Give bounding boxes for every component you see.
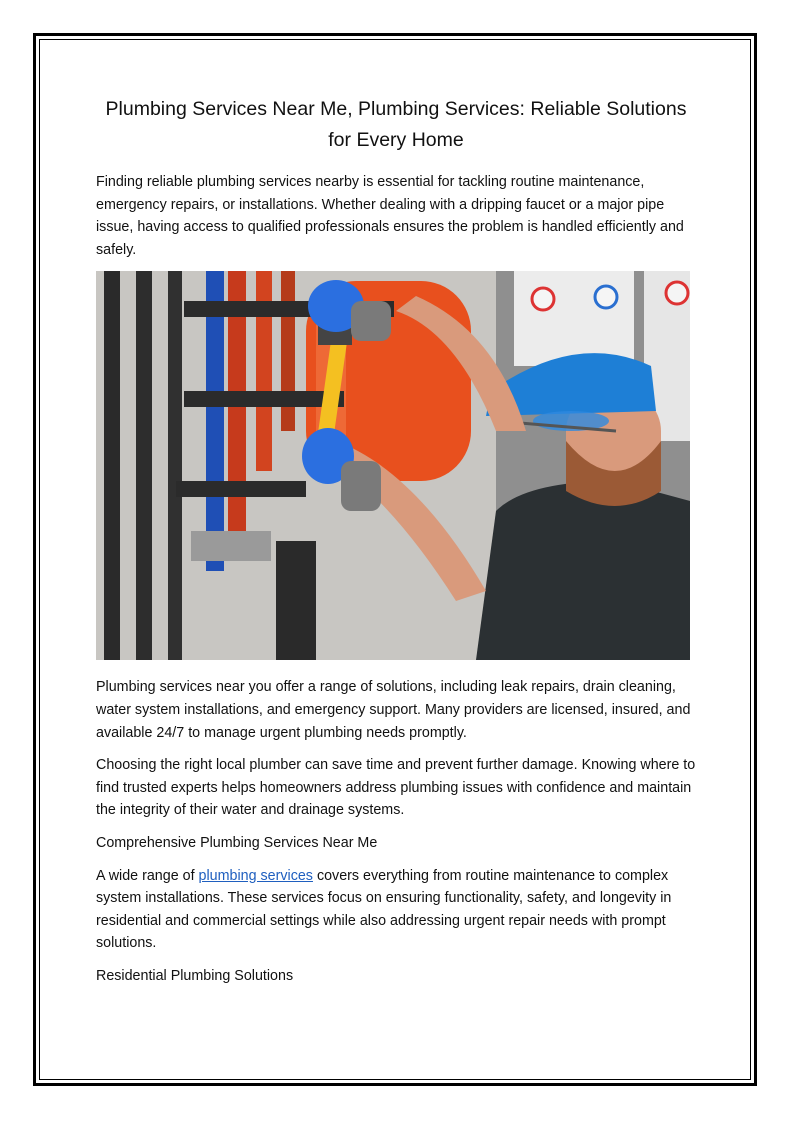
choosing-plumber-paragraph: Choosing the right local plumber can save time and prevent further damage. Knowing where to find trusted experts helps homeowners address plumbing issues with confidence and maintain the integrity of their water and drainage systems. bbox=[96, 757, 696, 819]
services-paragraph: Plumbing services near you offer a range of solutions, including leak repairs, drain cleaning, water system installations, and emergency support. Many providers are licensed, insured, and available 24/7 to manage urgent plumbing needs promptly. bbox=[96, 679, 691, 741]
intro-paragraph: Finding reliable plumbing services nearby is essential for tackling routine maintenance, emergency repairs, or installations. Whether dealing with a dripping faucet or a major pipe issue, having access to qualified professionals ensures the problem is handled efficiently and safely. bbox=[96, 174, 684, 258]
section-heading-residential: Residential Plumbing Solutions bbox=[96, 967, 294, 984]
plumber-photo bbox=[96, 271, 690, 660]
document-body bbox=[96, 94, 696, 998]
range-text-after: covers everything from routine maintenance to complex system installations. These services focus on ensuring functionality, safety, and longevity in residential and commercial settings while also addressing urgent repair needs with prompt solutions. bbox=[96, 867, 672, 952]
range-paragraph bbox=[96, 865, 696, 955]
document-title: Plumbing Services Near Me, Plumbing Services: Reliable Solutions for Every Home bbox=[105, 98, 687, 151]
plumbing-services-link[interactable]: plumbing services bbox=[198, 867, 313, 884]
section-heading-comprehensive: Comprehensive Plumbing Services Near Me bbox=[96, 834, 378, 851]
range-text-before: A wide range of bbox=[96, 867, 199, 884]
